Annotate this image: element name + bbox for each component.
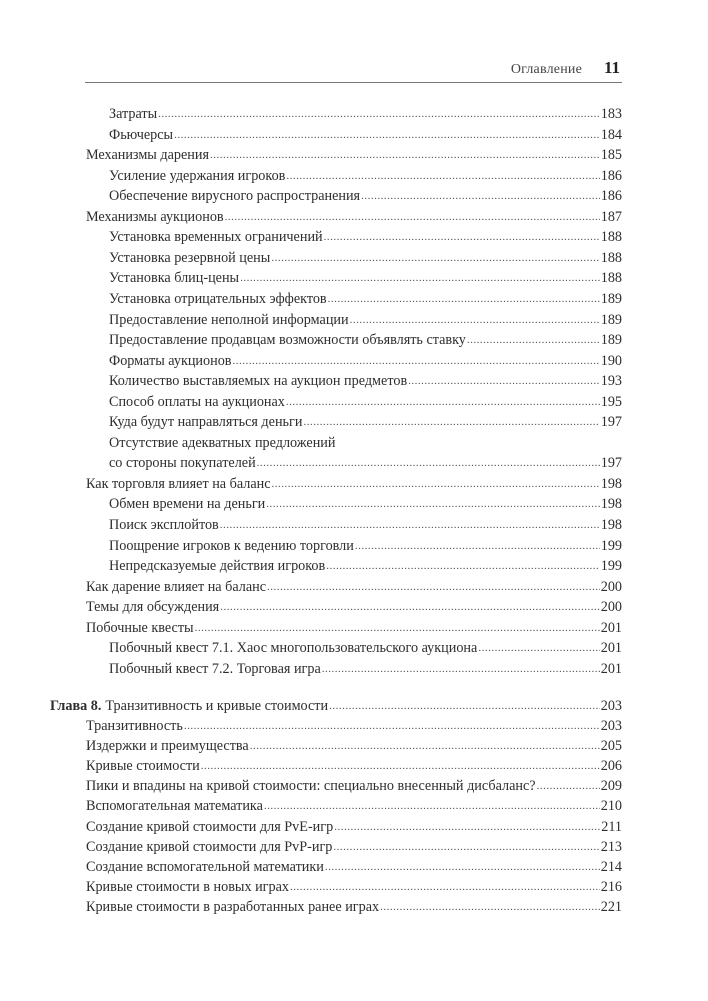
dot-leader bbox=[210, 145, 600, 164]
toc-entry-page: 200 bbox=[600, 599, 622, 616]
toc-entry bbox=[109, 452, 622, 472]
toc-entry-page: 189 bbox=[600, 311, 622, 328]
dot-leader bbox=[271, 248, 599, 267]
toc-entry-title: Обмен времени на деньги bbox=[109, 496, 266, 513]
toc-entry-page: 216 bbox=[600, 878, 622, 895]
dot-leader bbox=[250, 736, 600, 755]
toc-entry-page: 203 bbox=[600, 697, 622, 714]
toc-entry-page: 198 bbox=[600, 496, 622, 513]
toc-entry bbox=[86, 876, 622, 896]
toc-entry-title: Транзитивность и кривые стоимости bbox=[105, 697, 329, 714]
dot-leader bbox=[333, 837, 599, 856]
toc-entry-title: Установка временных ограничений bbox=[109, 229, 323, 246]
toc-entry bbox=[109, 226, 622, 246]
dot-leader bbox=[195, 618, 600, 637]
toc-entry-page: 189 bbox=[600, 332, 622, 349]
dot-leader bbox=[329, 696, 600, 715]
toc-entry-title: со стороны покупателей bbox=[109, 455, 256, 472]
dot-leader bbox=[478, 638, 599, 657]
toc-entry-title: Издержки и преимущества bbox=[86, 738, 249, 755]
toc-entry bbox=[86, 836, 622, 856]
page-number: 11 bbox=[603, 58, 620, 77]
toc-entry-page: 197 bbox=[600, 455, 622, 472]
toc-entry bbox=[86, 473, 622, 493]
toc-entry-title: Побочный квест 7.1. Хаос многопользовательского аукциона bbox=[109, 640, 478, 657]
toc-entry bbox=[109, 432, 622, 452]
toc-entry-page: 184 bbox=[600, 126, 622, 143]
toc-entry-page: 197 bbox=[600, 414, 622, 431]
toc-entry-title: Отсутствие адекватных предложений bbox=[109, 434, 336, 451]
toc-entry bbox=[86, 735, 622, 755]
toc-entry bbox=[86, 715, 622, 735]
toc-entry-title: Способ оплаты на аукционах bbox=[109, 393, 285, 410]
toc-entry bbox=[109, 391, 622, 411]
toc-entry bbox=[109, 493, 622, 513]
toc-entry-page: 186 bbox=[600, 167, 622, 184]
toc-entry-title: Куда будут направляться деньги bbox=[109, 414, 303, 431]
toc-entry-page: 201 bbox=[600, 660, 622, 677]
toc-entry bbox=[50, 695, 622, 715]
toc-entry bbox=[86, 795, 622, 815]
toc-entry-page: 188 bbox=[600, 249, 622, 266]
toc-entry-title: Поиск эксплойтов bbox=[109, 517, 219, 533]
toc-entry bbox=[109, 165, 622, 185]
dot-leader bbox=[334, 817, 600, 836]
toc-entry-title: Непредсказуемые действия игроков bbox=[109, 558, 326, 575]
chapter-label: Глава 8. bbox=[50, 697, 102, 714]
toc-entry bbox=[86, 775, 622, 795]
toc-entry bbox=[86, 856, 622, 876]
toc-entry-page: 210 bbox=[600, 798, 622, 815]
dot-leader bbox=[322, 659, 600, 678]
dot-leader bbox=[266, 494, 599, 513]
dot-leader bbox=[324, 227, 600, 246]
toc-entry-page: 213 bbox=[600, 838, 622, 855]
toc-entry-title: Механизмы аукционов bbox=[86, 208, 224, 225]
toc-entry bbox=[109, 514, 622, 534]
toc-entry bbox=[86, 617, 622, 637]
dot-leader bbox=[220, 597, 600, 616]
toc-entry-title: Как дарение влияет на баланс bbox=[86, 578, 267, 595]
dot-leader bbox=[350, 310, 600, 329]
toc-entry bbox=[109, 350, 622, 370]
dot-leader bbox=[303, 412, 599, 431]
toc-entry-title: Кривые стоимости bbox=[86, 758, 200, 775]
dot-leader bbox=[158, 104, 600, 123]
toc-entry-page: 198 bbox=[600, 517, 622, 533]
toc-entry-title: Обеспечение вирусного распространения bbox=[109, 188, 361, 205]
toc-entry bbox=[109, 288, 622, 308]
header-title: Оглавление bbox=[510, 62, 582, 77]
toc-entry-page: 188 bbox=[600, 270, 622, 287]
toc-entry-page: 199 bbox=[600, 537, 622, 554]
toc-entry-page: 187 bbox=[600, 208, 622, 225]
dot-leader bbox=[272, 474, 600, 493]
toc-entry-title: Создание кривой стоимости для PvE-игр bbox=[86, 818, 334, 835]
toc-entry-page: 189 bbox=[600, 290, 622, 307]
toc-entry-page: 214 bbox=[600, 858, 622, 875]
toc-entry-page: 198 bbox=[600, 475, 622, 492]
toc-entry-title: Усиление удержания игроков bbox=[109, 167, 286, 184]
dot-leader bbox=[537, 776, 600, 795]
toc-entry-page: 195 bbox=[600, 393, 622, 410]
dot-leader bbox=[201, 756, 600, 775]
dot-leader bbox=[408, 371, 600, 390]
toc-entry bbox=[109, 103, 622, 123]
toc-entry-page: 201 bbox=[600, 619, 622, 636]
toc-entry-page: 206 bbox=[600, 758, 622, 775]
toc-entry bbox=[109, 267, 622, 287]
toc-entry bbox=[109, 658, 622, 678]
dot-leader bbox=[286, 392, 600, 411]
toc-entry-title: Создание кривой стоимости для PvP-игр bbox=[86, 838, 333, 855]
toc-entry-title: Затраты bbox=[109, 106, 158, 122]
toc-entry-page: 185 bbox=[600, 147, 622, 164]
toc-entry-title: Форматы аукционов bbox=[109, 352, 232, 369]
toc-entry-title: Кривые стоимости в новых играх bbox=[86, 878, 289, 895]
dot-leader bbox=[225, 207, 600, 226]
toc-entry bbox=[109, 555, 622, 575]
toc-entry bbox=[86, 596, 622, 616]
running-header bbox=[85, 56, 622, 83]
toc-entry bbox=[86, 896, 622, 916]
toc-entry-title: Поощрение игроков к ведению торговли bbox=[109, 537, 354, 554]
toc-entry bbox=[86, 755, 622, 775]
dot-leader bbox=[355, 536, 600, 555]
dot-leader bbox=[174, 125, 600, 144]
toc-entry bbox=[109, 309, 622, 329]
toc-entry bbox=[109, 124, 622, 144]
toc-entry-title: Количество выставляемых на аукцион предметов bbox=[109, 373, 408, 390]
toc-entry-title: Установка отрицательных эффектов bbox=[109, 290, 327, 307]
dot-leader bbox=[326, 556, 599, 575]
dot-leader bbox=[286, 166, 599, 185]
toc-entry-title: Кривые стоимости в разработанных ранее играх bbox=[86, 898, 380, 915]
dot-leader bbox=[361, 186, 600, 205]
toc-entry bbox=[109, 535, 622, 555]
toc-entry bbox=[86, 576, 622, 596]
toc-entry-page: 211 bbox=[601, 818, 622, 835]
toc-entry-title: Установка блиц-цены bbox=[109, 270, 240, 287]
dot-leader bbox=[267, 577, 600, 596]
dot-leader bbox=[184, 716, 600, 735]
toc-entry-title: Механизмы дарения bbox=[86, 147, 210, 164]
toc-entry-title: Установка резервной цены bbox=[109, 249, 271, 266]
toc-entry bbox=[109, 185, 622, 205]
toc-entry bbox=[109, 329, 622, 349]
toc-entry-page: 188 bbox=[600, 229, 622, 246]
toc-entry-title: Создание вспомогательной математики bbox=[86, 858, 324, 875]
toc-entry-title: Транзитивность bbox=[86, 718, 183, 734]
toc-entry-page: 209 bbox=[600, 778, 622, 795]
dot-leader bbox=[328, 289, 600, 308]
toc-entry-title: Предоставление продавцам возможности объявлять ставку bbox=[109, 332, 466, 349]
toc-entry-title: Пики и впадины на кривой стоимости: специально внесенный дисбаланс? bbox=[86, 778, 536, 795]
toc-entry-title: Фьючерсы bbox=[109, 126, 174, 143]
dot-leader bbox=[220, 515, 600, 534]
toc-entry-page: 201 bbox=[600, 640, 622, 657]
dot-leader bbox=[290, 877, 600, 896]
dot-leader bbox=[233, 351, 600, 370]
dot-leader bbox=[240, 268, 600, 287]
toc-entry bbox=[86, 816, 622, 836]
toc-entry-title: Предоставление неполной информации bbox=[109, 311, 349, 328]
toc-entry-title: Побочные квесты bbox=[86, 619, 194, 636]
toc-entry bbox=[109, 370, 622, 390]
toc-entry bbox=[109, 637, 622, 657]
dot-leader bbox=[264, 796, 600, 815]
dot-leader bbox=[325, 857, 600, 876]
toc-entry-title: Вспомогательная математика bbox=[86, 798, 263, 815]
toc-entry-title: Как торговля влияет на баланс bbox=[86, 475, 271, 492]
toc-entry-page: 199 bbox=[600, 558, 622, 575]
toc-entry-title: Темы для обсуждения bbox=[86, 599, 220, 616]
toc-entry-page: 205 bbox=[600, 738, 622, 755]
toc-entry bbox=[86, 144, 622, 164]
toc-entry bbox=[109, 247, 622, 267]
toc-entry-page: 193 bbox=[600, 373, 622, 390]
dot-leader bbox=[380, 897, 600, 916]
toc-entry bbox=[86, 206, 622, 226]
toc-entry-page: 221 bbox=[600, 898, 622, 915]
toc-entry-page: 186 bbox=[600, 188, 622, 205]
toc-entry-page: 200 bbox=[600, 578, 622, 595]
dot-leader bbox=[257, 453, 600, 472]
dot-leader bbox=[467, 330, 600, 349]
toc-entry bbox=[109, 411, 622, 431]
toc-entry-title: Побочный квест 7.2. Торговая игра bbox=[109, 660, 321, 677]
toc-entry-page: 183 bbox=[600, 106, 622, 122]
toc-entry-page: 190 bbox=[600, 352, 622, 369]
toc-entry-page: 203 bbox=[600, 718, 622, 734]
